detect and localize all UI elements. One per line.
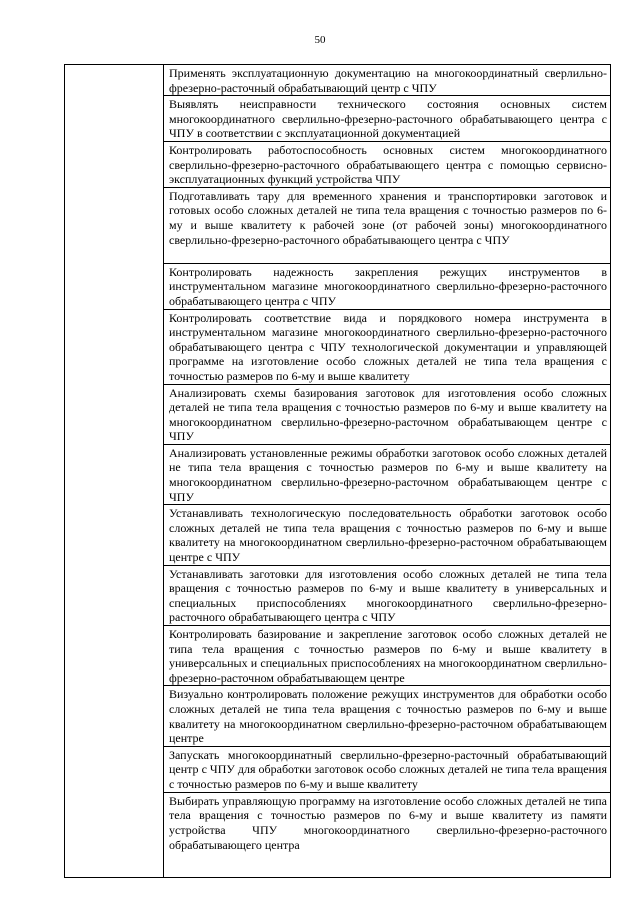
- skills-table: [64, 64, 611, 878]
- skill-text: Подготавливать тару для временного хранения и транспортировки заготовок и готовых особо сложных деталей не типа тела вращения с точностью размеров по 6-му и выше квалитету к рабочей зоне (от рабочей зоны) многокоординатного сверлильно-фрезерно-расточного обрабатывающего центра с ЧПУ: [169, 188, 607, 247]
- table-cell: [164, 65, 611, 96]
- table-cell: [164, 565, 611, 625]
- table-row: [65, 65, 611, 96]
- skill-text: Устанавливать заготовки для изготовления особо сложных деталей не типа тела вращения с точностью размеров по 6-му и выше квалитету в универсальных и специальных приспособлениях многокоординатного сверлильно-фрезерно-расточного обрабатывающего центра с ЧПУ: [169, 566, 607, 625]
- skill-text: Контролировать соответствие вида и порядкового номера инструмента в инструментальном магазине многокоординатного сверлильно-фрезерно-расточного обрабатывающего центра с ЧПУ технологической документации и управляющей программе на изготовление особо сложных деталей не типа тела вращения с точностью размеров по 6-му и выше квалитету: [169, 310, 607, 383]
- table-cell: [164, 746, 611, 792]
- table-cell: [164, 263, 611, 309]
- table-left-cell: [65, 65, 164, 878]
- table-cell: [164, 384, 611, 444]
- skill-text: Применять эксплуатационную документацию на многокоординатный сверлильно-фрезерно-расточный обрабатывающий центр с ЧПУ: [169, 66, 607, 95]
- skill-text: Контролировать работоспособность основных систем многокоординатного сверлильно-фрезерно-расточного обрабатывающего центра с помощью сервисно-эксплуатационных функций устройства ЧПУ: [169, 142, 607, 187]
- skill-text: Выявлять неисправности технического состояния основных систем многокоординатного сверлильно-фрезерно-расточного обрабатывающего центра с ЧПУ в соответствии с эксплуатационной документацией: [169, 97, 607, 141]
- table-cell: [164, 187, 611, 263]
- skill-text: Анализировать схемы базирования заготовок для изготовления особо сложных деталей не типа тела вращения с точностью размеров по 6-му и выше квалитету на многокоординатном сверлильно-фрезерно-расточном обрабатывающем центре с ЧПУ: [169, 385, 607, 444]
- skill-text: Устанавливать технологическую последовательность обработки заготовок особо сложных деталей не типа тела вращения с точностью размеров по 6-му и выше квалитету на многокоординатном сверлильно-фрезерно-расточном обрабатывающем центре с ЧПУ: [169, 506, 607, 565]
- skill-text: Визуально контролировать положение режущих инструментов для обработки особо сложных деталей не типа тела вращения с точностью размеров по 6-му и выше квалитету на многокоординатном сверлильно-фрезерно-расточном обрабатывающем центре: [169, 687, 607, 746]
- table-cell: [164, 626, 611, 686]
- skill-text: Выбирать управляющую программу на изготовление особо сложных деталей не типа тела вращения с точностью размеров по 6-му и выше квалитету из памяти устройства ЧПУ многокоординатного сверлильно-фрезерно-расточного обрабатывающего центра: [169, 793, 607, 852]
- table-cell: [164, 792, 611, 877]
- table-cell: [164, 505, 611, 565]
- table-cell: [164, 141, 611, 187]
- page-number: 50: [314, 34, 326, 46]
- skill-text: Контролировать базирование и закрепление заготовок особо сложных деталей не типа тела вращения с точностью размеров по 6-му и выше квалитету в универсальных и специальных приспособлениях на многокоординатном сверлильно-фрезерно-расточном обрабатывающем центре: [169, 627, 607, 685]
- skill-text: Анализировать установленные режимы обработки заготовок особо сложных деталей не типа тела вращения с точностью размеров по 6-му и выше квалитету на многокоординатном сверлильно-фрезерно-расточном обрабатывающем центре с ЧПУ: [169, 445, 607, 504]
- table-cell: [164, 309, 611, 384]
- skill-text: Запускать многокоординатный сверлильно-фрезерно-расточный обрабатывающий центр с ЧПУ для обработки заготовок особо сложных деталей не типа тела вращения с точностью размеров по 6-му и выше квалитету: [169, 747, 607, 791]
- skill-text: Контролировать надежность закрепления режущих инструментов в инструментальном магазине многокоординатного сверлильно-фрезерно-расточного обрабатывающего центра с ЧПУ: [169, 264, 607, 308]
- table-cell: [164, 686, 611, 746]
- table-cell: [164, 444, 611, 504]
- table-cell: [164, 96, 611, 142]
